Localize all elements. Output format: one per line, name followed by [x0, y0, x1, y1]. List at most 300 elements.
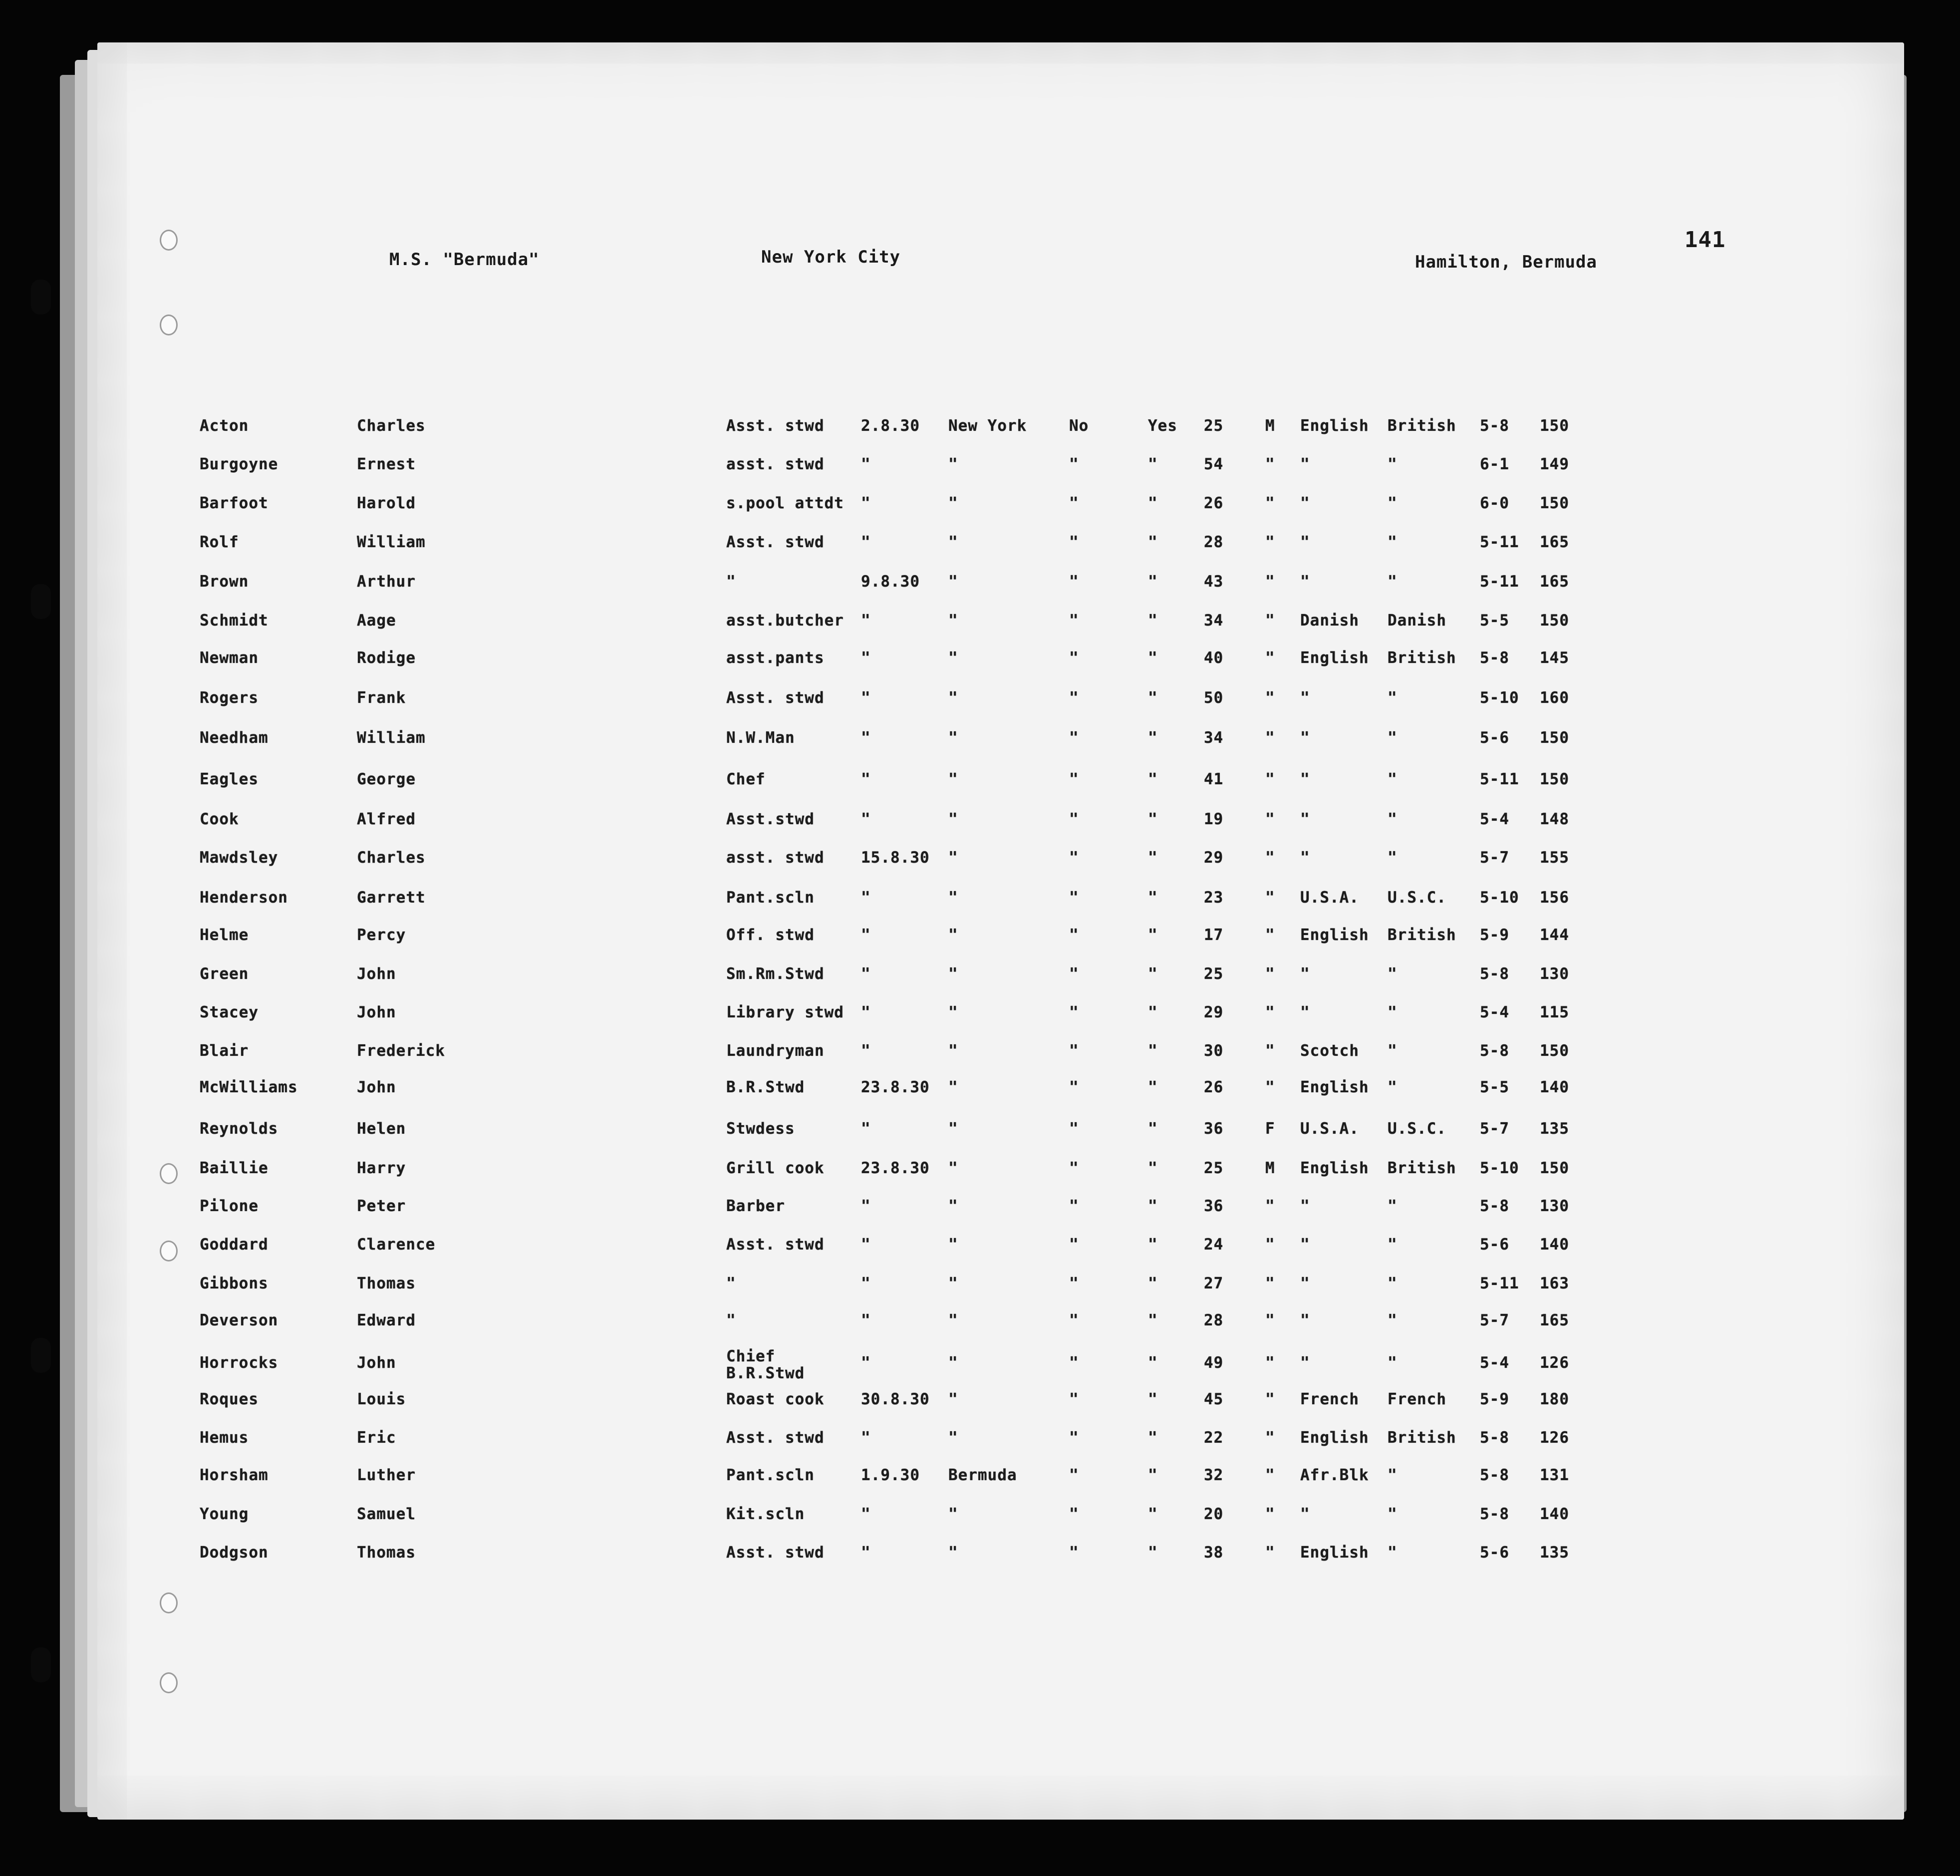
given-name: Thomas	[357, 1274, 416, 1292]
language: "	[1300, 810, 1310, 828]
place: "	[948, 1311, 958, 1329]
surname: Horrocks	[200, 1354, 279, 1372]
given-name: John	[357, 1078, 396, 1096]
given-name: John	[357, 1354, 396, 1372]
height: 5-8	[1480, 417, 1509, 435]
nationality: "	[1388, 1078, 1398, 1096]
sex: "	[1265, 533, 1275, 551]
age: 34	[1204, 729, 1224, 747]
can-write: "	[1148, 1159, 1158, 1177]
weight: 165	[1540, 1311, 1569, 1329]
position: Off. stwd	[726, 926, 815, 944]
weight: 135	[1540, 1544, 1569, 1562]
sex: "	[1265, 689, 1275, 707]
sex: "	[1265, 770, 1275, 788]
can-read: "	[1069, 1466, 1079, 1484]
date: "	[861, 1354, 871, 1372]
surname: Needham	[200, 729, 269, 747]
date: "	[861, 494, 871, 512]
height: 5-5	[1480, 1078, 1509, 1096]
given-name: Louis	[357, 1390, 406, 1408]
date: 23.8.30	[861, 1159, 930, 1177]
height: 5-8	[1480, 649, 1509, 667]
place: "	[948, 770, 958, 788]
can-read: "	[1069, 1003, 1079, 1021]
position: Sm.Rm.Stwd	[726, 965, 825, 983]
position: "	[726, 1311, 736, 1329]
table-row	[0, 494, 1960, 518]
age: 28	[1204, 533, 1224, 551]
surname: Pilone	[200, 1197, 259, 1215]
place: "	[948, 689, 958, 707]
can-write: "	[1148, 1078, 1158, 1096]
surname: Blair	[200, 1042, 249, 1060]
position: "	[726, 573, 736, 591]
date: "	[861, 1544, 871, 1562]
age: 41	[1204, 770, 1224, 788]
place: "	[948, 1429, 958, 1447]
place: "	[948, 612, 958, 629]
can-write: "	[1148, 649, 1158, 667]
can-write: "	[1148, 494, 1158, 512]
nationality: "	[1388, 689, 1398, 707]
language: "	[1300, 1354, 1310, 1372]
sex: "	[1265, 1429, 1275, 1447]
weight: 150	[1540, 494, 1569, 512]
surname: Eagles	[200, 770, 259, 788]
table-row	[0, 1236, 1960, 1259]
can-write: "	[1148, 1429, 1158, 1447]
surname: Rogers	[200, 689, 259, 707]
nationality: British	[1388, 649, 1456, 667]
height: 5-4	[1480, 810, 1509, 828]
weight: 140	[1540, 1078, 1569, 1096]
weight: 165	[1540, 533, 1569, 551]
place: "	[948, 1236, 958, 1253]
height: 5-7	[1480, 1311, 1509, 1329]
table-row	[0, 1197, 1960, 1221]
weight: 140	[1540, 1236, 1569, 1253]
height: 5-7	[1480, 1120, 1509, 1138]
date: "	[861, 1505, 871, 1523]
nationality: "	[1388, 1505, 1398, 1523]
place: "	[948, 455, 958, 473]
nationality: British	[1388, 417, 1456, 435]
table-row	[0, 1429, 1960, 1453]
age: 22	[1204, 1429, 1224, 1447]
weight: 180	[1540, 1390, 1569, 1408]
language: "	[1300, 849, 1310, 867]
age: 27	[1204, 1274, 1224, 1292]
sex: M	[1265, 417, 1275, 435]
date: "	[861, 1042, 871, 1060]
table-row	[0, 926, 1960, 950]
given-name: Charles	[357, 849, 426, 867]
can-write: "	[1148, 1120, 1158, 1138]
can-read: "	[1069, 849, 1079, 867]
height: 5-8	[1480, 1042, 1509, 1060]
language: Afr.Blk	[1300, 1466, 1369, 1484]
sex: F	[1265, 1120, 1275, 1138]
weight: 126	[1540, 1429, 1569, 1447]
language: English	[1300, 649, 1369, 667]
can-write: "	[1148, 1311, 1158, 1329]
can-read: No	[1069, 417, 1089, 435]
sex: "	[1265, 1354, 1275, 1372]
can-read: "	[1069, 770, 1079, 788]
sex: "	[1265, 926, 1275, 944]
surname: Deverson	[200, 1311, 279, 1329]
port-of-arrival: New York City	[761, 247, 901, 267]
weight: 155	[1540, 849, 1569, 867]
given-name: Thomas	[357, 1544, 416, 1562]
surname: Horsham	[200, 1466, 269, 1484]
sex: "	[1265, 1544, 1275, 1562]
age: 26	[1204, 494, 1224, 512]
position: Asst. stwd	[726, 1544, 825, 1562]
table-row	[0, 1348, 1960, 1388]
position: Stwdess	[726, 1120, 795, 1138]
can-read: "	[1069, 649, 1079, 667]
height: 5-4	[1480, 1003, 1509, 1021]
language: English	[1300, 1159, 1369, 1177]
nationality: "	[1388, 1197, 1398, 1215]
place: "	[948, 965, 958, 983]
date: 15.8.30	[861, 849, 930, 867]
height: 5-11	[1480, 1274, 1519, 1292]
place: "	[948, 1390, 958, 1408]
surname: Roques	[200, 1390, 259, 1408]
age: 36	[1204, 1120, 1224, 1138]
position: Asst. stwd	[726, 417, 825, 435]
age: 20	[1204, 1505, 1224, 1523]
age: 30	[1204, 1042, 1224, 1060]
table-row	[0, 1274, 1960, 1298]
can-write: Yes	[1148, 417, 1177, 435]
can-write: "	[1148, 926, 1158, 944]
sex: "	[1265, 1197, 1275, 1215]
place: "	[948, 1078, 958, 1096]
weight: 163	[1540, 1274, 1569, 1292]
language: "	[1300, 770, 1310, 788]
date: "	[861, 1429, 871, 1447]
can-read: "	[1069, 1078, 1079, 1096]
can-write: "	[1148, 612, 1158, 629]
weight: 130	[1540, 1197, 1569, 1215]
language: "	[1300, 1197, 1310, 1215]
weight: 150	[1540, 729, 1569, 747]
table-row	[0, 649, 1960, 673]
given-name: Clarence	[357, 1236, 436, 1253]
table-row	[0, 689, 1960, 713]
language: U.S.A.	[1300, 1120, 1359, 1138]
surname: Henderson	[200, 889, 288, 907]
position: Asst. stwd	[726, 533, 825, 551]
surname: Acton	[200, 417, 249, 435]
nationality: "	[1388, 1003, 1398, 1021]
can-write: "	[1148, 965, 1158, 983]
age: 24	[1204, 1236, 1224, 1253]
surname: Goddard	[200, 1236, 269, 1253]
can-read: "	[1069, 810, 1079, 828]
given-name: John	[357, 1003, 396, 1021]
given-name: Garrett	[357, 889, 426, 907]
table-row	[0, 1042, 1960, 1066]
given-name: William	[357, 729, 426, 747]
table-row	[0, 1078, 1960, 1102]
sex: "	[1265, 1466, 1275, 1484]
age: 29	[1204, 849, 1224, 867]
sex: M	[1265, 1159, 1275, 1177]
height: 5-10	[1480, 1159, 1519, 1177]
given-name: Harry	[357, 1159, 406, 1177]
nationality: "	[1388, 810, 1398, 828]
height: 5-8	[1480, 1466, 1509, 1484]
date: "	[861, 965, 871, 983]
surname: Baillie	[200, 1159, 269, 1177]
surname: Stacey	[200, 1003, 259, 1021]
language: "	[1300, 965, 1310, 983]
position: Chef	[726, 770, 766, 788]
position: Kit.scln	[726, 1505, 805, 1523]
can-write: "	[1148, 729, 1158, 747]
can-read: "	[1069, 1274, 1079, 1292]
weight: 150	[1540, 770, 1569, 788]
sex: "	[1265, 612, 1275, 629]
given-name: Arthur	[357, 573, 416, 591]
table-row	[0, 849, 1960, 873]
height: 5-5	[1480, 612, 1509, 629]
surname: Brown	[200, 573, 249, 591]
can-read: "	[1069, 1311, 1079, 1329]
weight: 149	[1540, 455, 1569, 473]
height: 5-10	[1480, 889, 1519, 907]
given-name: Frederick	[357, 1042, 445, 1060]
given-name: Charles	[357, 417, 426, 435]
table-row	[0, 1544, 1960, 1567]
nationality: "	[1388, 729, 1398, 747]
weight: 130	[1540, 965, 1569, 983]
nationality: "	[1388, 1466, 1398, 1484]
place: "	[948, 1197, 958, 1215]
language: English	[1300, 926, 1369, 944]
given-name: Edward	[357, 1311, 416, 1329]
nationality: U.S.C.	[1388, 889, 1446, 907]
sex: "	[1265, 1078, 1275, 1096]
position: Asst. stwd	[726, 689, 825, 707]
sex: "	[1265, 1505, 1275, 1523]
language: "	[1300, 573, 1310, 591]
table-row	[0, 770, 1960, 794]
age: 45	[1204, 1390, 1224, 1408]
date: 23.8.30	[861, 1078, 930, 1096]
age: 26	[1204, 1078, 1224, 1096]
sex: "	[1265, 455, 1275, 473]
surname: Gibbons	[200, 1274, 269, 1292]
can-read: "	[1069, 889, 1079, 907]
date: "	[861, 612, 871, 629]
ship-name: M.S. "Bermuda"	[389, 250, 540, 270]
nationality: "	[1388, 1354, 1398, 1372]
position: asst.pants	[726, 649, 825, 667]
height: 5-7	[1480, 849, 1509, 867]
can-read: "	[1069, 1197, 1079, 1215]
table-row	[0, 533, 1960, 557]
can-read: "	[1069, 926, 1079, 944]
given-name: John	[357, 965, 396, 983]
place: "	[948, 729, 958, 747]
height: 5-8	[1480, 1197, 1509, 1215]
nationality: "	[1388, 1544, 1398, 1562]
age: 43	[1204, 573, 1224, 591]
can-write: "	[1148, 455, 1158, 473]
place: "	[948, 1042, 958, 1060]
language: U.S.A.	[1300, 889, 1359, 907]
surname: Newman	[200, 649, 259, 667]
sex: "	[1265, 649, 1275, 667]
place: "	[948, 1354, 958, 1372]
weight: 144	[1540, 926, 1569, 944]
can-write: "	[1148, 849, 1158, 867]
can-read: "	[1069, 729, 1079, 747]
given-name: Ernest	[357, 455, 416, 473]
language: French	[1300, 1390, 1359, 1408]
nationality: "	[1388, 1311, 1398, 1329]
height: 5-6	[1480, 1236, 1509, 1253]
given-name: Peter	[357, 1197, 406, 1215]
date: "	[861, 1236, 871, 1253]
height: 5-4	[1480, 1354, 1509, 1372]
nationality: "	[1388, 455, 1398, 473]
position: s.pool attdt	[726, 494, 844, 512]
age: 50	[1204, 689, 1224, 707]
surname: Burgoyne	[200, 455, 279, 473]
weight: 135	[1540, 1120, 1569, 1138]
position: Asst. stwd	[726, 1236, 825, 1253]
table-row	[0, 1466, 1960, 1490]
language: English	[1300, 1429, 1369, 1447]
date: 2.8.30	[861, 417, 920, 435]
sex: "	[1265, 1236, 1275, 1253]
position: Laundryman	[726, 1042, 825, 1060]
page-number: 141	[1684, 227, 1726, 253]
given-name: Luther	[357, 1466, 416, 1484]
surname: Schmidt	[200, 612, 269, 629]
date: "	[861, 649, 871, 667]
sex: "	[1265, 849, 1275, 867]
surname: Green	[200, 965, 249, 983]
given-name: Alfred	[357, 810, 416, 828]
nationality: Danish	[1388, 612, 1446, 629]
can-read: "	[1069, 1042, 1079, 1060]
can-write: "	[1148, 1236, 1158, 1253]
weight: 126	[1540, 1354, 1569, 1372]
weight: 165	[1540, 573, 1569, 591]
nationality: "	[1388, 494, 1398, 512]
position: Roast cook	[726, 1390, 825, 1408]
weight: 160	[1540, 689, 1569, 707]
sex: "	[1265, 1390, 1275, 1408]
language: English	[1300, 1544, 1369, 1562]
position: asst.butcher	[726, 612, 844, 629]
can-write: "	[1148, 1274, 1158, 1292]
language: "	[1300, 1236, 1310, 1253]
age: 49	[1204, 1354, 1224, 1372]
nationality: British	[1388, 926, 1456, 944]
nationality: "	[1388, 1236, 1398, 1253]
position: Asst.stwd	[726, 810, 815, 828]
can-read: "	[1069, 1120, 1079, 1138]
table-row	[0, 1505, 1960, 1529]
can-write: "	[1148, 1197, 1158, 1215]
language: "	[1300, 494, 1310, 512]
given-name: Harold	[357, 494, 416, 512]
age: 32	[1204, 1466, 1224, 1484]
age: 23	[1204, 889, 1224, 907]
nationality: "	[1388, 770, 1398, 788]
place: "	[948, 1544, 958, 1562]
surname: Mawdsley	[200, 849, 279, 867]
language: English	[1300, 417, 1369, 435]
sex: "	[1265, 1274, 1275, 1292]
can-write: "	[1148, 1354, 1158, 1372]
date: "	[861, 1311, 871, 1329]
age: 34	[1204, 612, 1224, 629]
sex: "	[1265, 889, 1275, 907]
can-write: "	[1148, 573, 1158, 591]
can-write: "	[1148, 810, 1158, 828]
date: "	[861, 729, 871, 747]
surname: Rolf	[200, 533, 239, 551]
weight: 150	[1540, 1159, 1569, 1177]
position: N.W.Man	[726, 729, 795, 747]
place: "	[948, 1274, 958, 1292]
sex: "	[1265, 810, 1275, 828]
position: asst. stwd	[726, 849, 825, 867]
date: "	[861, 926, 871, 944]
nationality: "	[1388, 1042, 1398, 1060]
can-write: "	[1148, 889, 1158, 907]
date: "	[861, 770, 871, 788]
can-write: "	[1148, 533, 1158, 551]
given-name: Eric	[357, 1429, 396, 1447]
place: "	[948, 1505, 958, 1523]
sex: "	[1265, 965, 1275, 983]
can-read: "	[1069, 689, 1079, 707]
table-row	[0, 965, 1960, 989]
age: 38	[1204, 1544, 1224, 1562]
can-write: "	[1148, 1466, 1158, 1484]
table-row	[0, 1159, 1960, 1183]
nationality: "	[1388, 849, 1398, 867]
surname: Young	[200, 1505, 249, 1523]
surname: Barfoot	[200, 494, 269, 512]
surname: McWilliams	[200, 1078, 298, 1096]
date: "	[861, 1274, 871, 1292]
height: 6-0	[1480, 494, 1509, 512]
position: Asst. stwd	[726, 1429, 825, 1447]
table-row	[0, 1003, 1960, 1027]
table-row	[0, 1120, 1960, 1144]
age: 28	[1204, 1311, 1224, 1329]
table-row	[0, 455, 1960, 479]
can-write: "	[1148, 1042, 1158, 1060]
age: 25	[1204, 417, 1224, 435]
can-read: "	[1069, 1236, 1079, 1253]
can-read: "	[1069, 965, 1079, 983]
can-write: "	[1148, 770, 1158, 788]
place: "	[948, 494, 958, 512]
